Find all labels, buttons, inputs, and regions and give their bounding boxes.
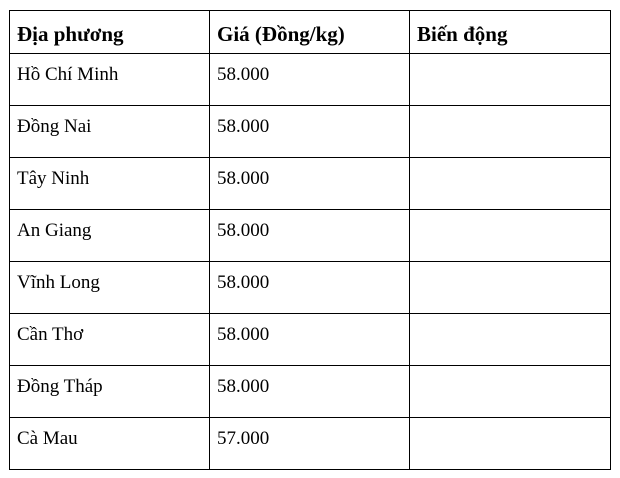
table-header xyxy=(10,11,611,54)
cell-change xyxy=(410,366,611,418)
cell-price: 58.000 xyxy=(210,314,410,366)
table-row xyxy=(10,158,611,210)
cell-change xyxy=(410,262,611,314)
header-change: Biến động xyxy=(410,11,611,54)
cell-price: 58.000 xyxy=(210,366,410,418)
cell-price: 58.000 xyxy=(210,262,410,314)
header-price: Giá (Đồng/kg) xyxy=(210,11,410,54)
cell-price: 58.000 xyxy=(210,158,410,210)
cell-location: Tây Ninh xyxy=(10,158,210,210)
cell-location: Đồng Nai xyxy=(10,106,210,158)
cell-price: 58.000 xyxy=(210,106,410,158)
cell-location: Vĩnh Long xyxy=(10,262,210,314)
table-row xyxy=(10,262,611,314)
cell-location: Cần Thơ xyxy=(10,314,210,366)
price-table xyxy=(9,10,611,470)
cell-location: Đồng Tháp xyxy=(10,366,210,418)
cell-change xyxy=(410,418,611,470)
cell-change xyxy=(410,158,611,210)
table-row xyxy=(10,106,611,158)
cell-change xyxy=(410,210,611,262)
cell-price: 58.000 xyxy=(210,210,410,262)
cell-location: An Giang xyxy=(10,210,210,262)
table-row xyxy=(10,314,611,366)
table-row xyxy=(10,210,611,262)
cell-location: Hồ Chí Minh xyxy=(10,54,210,106)
table-row xyxy=(10,54,611,106)
cell-change xyxy=(410,54,611,106)
cell-change xyxy=(410,314,611,366)
cell-location: Cà Mau xyxy=(10,418,210,470)
header-location: Địa phương xyxy=(10,11,210,54)
header-row xyxy=(10,11,611,54)
cell-price: 57.000 xyxy=(210,418,410,470)
table-row xyxy=(10,418,611,470)
cell-change xyxy=(410,106,611,158)
table-row xyxy=(10,366,611,418)
cell-price: 58.000 xyxy=(210,54,410,106)
table-body xyxy=(10,54,611,470)
